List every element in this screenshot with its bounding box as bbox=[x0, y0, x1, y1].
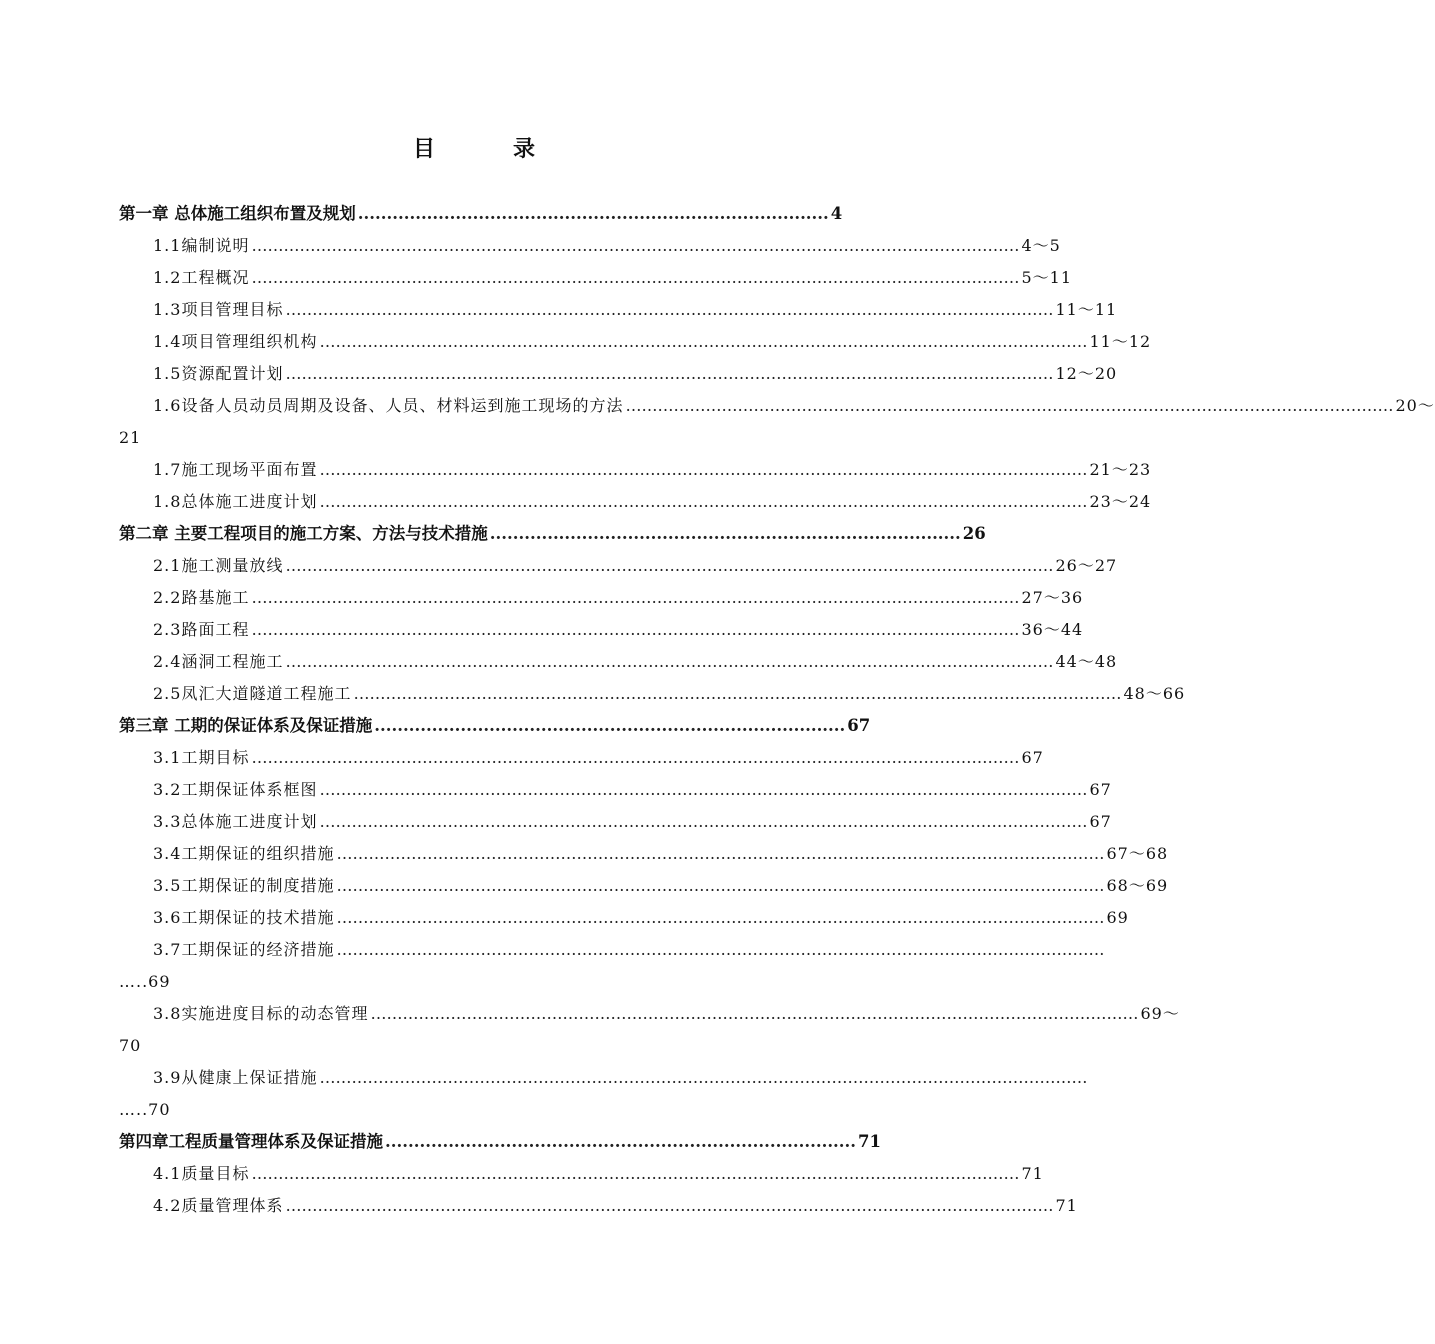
toc-entry-continuation: 70 bbox=[119, 1036, 142, 1055]
toc-leader-dots: ……………………………………………………………………………………………………………………………… bbox=[251, 588, 1020, 607]
toc-section-entry[interactable] bbox=[119, 326, 1152, 358]
toc-page-number: 12～20 bbox=[1055, 364, 1118, 383]
toc-entry-label: 4.2质量管理体系 bbox=[153, 1196, 284, 1215]
toc-entry-label: 2.5凤汇大道隧道工程施工 bbox=[153, 684, 352, 703]
toc-leader-dots: ……………………………………………………………………………………………………………………………… bbox=[336, 844, 1105, 863]
toc-section-entry[interactable] bbox=[119, 870, 1169, 902]
toc-entry-continuation: …..69 bbox=[119, 972, 171, 991]
toc-section-entry[interactable] bbox=[119, 742, 1044, 774]
toc-page-number: 67 bbox=[1089, 812, 1112, 831]
toc-page-number: 67～68 bbox=[1106, 844, 1169, 863]
toc-leader-dots: ……………………………………………………………………………………………………………………………… bbox=[251, 1164, 1020, 1183]
toc-chapter-entry[interactable] bbox=[119, 710, 871, 742]
toc-section-entry[interactable] bbox=[119, 294, 1118, 326]
toc-section-entry[interactable] bbox=[119, 454, 1152, 486]
table-of-contents bbox=[119, 198, 1435, 1222]
toc-entry-label: 2.4涵洞工程施工 bbox=[153, 652, 284, 671]
toc-page-number: 71 bbox=[1021, 1164, 1044, 1183]
toc-page-number: 4 bbox=[830, 204, 843, 223]
toc-leader-dots: ……………………………………………………………………………………………………………………………… bbox=[285, 652, 1054, 671]
toc-entry-continuation: …..70 bbox=[119, 1100, 171, 1119]
toc-page-number: 5～11 bbox=[1021, 268, 1072, 287]
toc-section-entry[interactable] bbox=[119, 1062, 1088, 1094]
toc-page-number: 48～66 bbox=[1123, 684, 1186, 703]
toc-leader-dots: ……………………………………………………………………………………………………………………………… bbox=[251, 268, 1020, 287]
toc-section-entry[interactable] bbox=[119, 934, 1105, 966]
toc-section-entry[interactable] bbox=[119, 774, 1112, 806]
toc-page-number: 36～44 bbox=[1021, 620, 1084, 639]
toc-entry-label: 3.1工期目标 bbox=[153, 748, 250, 767]
toc-leader-dots: ……………………………………………………………………………………………………………………………… bbox=[285, 1196, 1054, 1215]
toc-page-number: 21～23 bbox=[1089, 460, 1152, 479]
toc-entry-label: 1.4项目管理组织机构 bbox=[153, 332, 318, 351]
toc-chapter-entry[interactable] bbox=[119, 518, 986, 550]
toc-section-entry[interactable] bbox=[119, 902, 1129, 934]
toc-leader-dots: ……………………………………………………………………………………………………………………………… bbox=[251, 620, 1020, 639]
toc-section-entry[interactable] bbox=[119, 646, 1118, 678]
toc-leader-dots: ……………………………………………………………………………………………………………………………… bbox=[319, 780, 1088, 799]
toc-page-number: 71 bbox=[858, 1132, 882, 1151]
toc-leader-dots: .................................................................................. bbox=[489, 524, 961, 543]
toc-entry-label: 1.7施工现场平面布置 bbox=[153, 460, 318, 479]
toc-entry-label: 3.2工期保证体系框图 bbox=[153, 780, 318, 799]
toc-page-number: 68～69 bbox=[1106, 876, 1169, 895]
toc-page-number: 26～27 bbox=[1055, 556, 1118, 575]
toc-entry-label: 第四章工程质量管理体系及保证措施 bbox=[119, 1132, 383, 1151]
toc-entry-label: 1.2工程概况 bbox=[153, 268, 250, 287]
toc-chapter-entry[interactable] bbox=[119, 1126, 882, 1158]
toc-entry-label: 3.4工期保证的组织措施 bbox=[153, 844, 335, 863]
toc-page-number: 67 bbox=[1021, 748, 1044, 767]
toc-leader-dots: ……………………………………………………………………………………………………………………………… bbox=[285, 556, 1054, 575]
toc-page-number: 11～12 bbox=[1089, 332, 1152, 351]
toc-entry-label: 4.1质量目标 bbox=[153, 1164, 250, 1183]
toc-page-number: 69～ bbox=[1140, 1004, 1180, 1023]
toc-section-entry[interactable] bbox=[119, 678, 1186, 710]
toc-entry-label: 3.3总体施工进度计划 bbox=[153, 812, 318, 831]
toc-leader-dots: ……………………………………………………………………………………………………………………………… bbox=[336, 940, 1105, 959]
toc-page-number: 67 bbox=[1089, 780, 1112, 799]
toc-entry-continuation: 21 bbox=[119, 428, 142, 447]
toc-entry-label: 3.9从健康上保证措施 bbox=[153, 1068, 318, 1087]
toc-entry-label: 第二章 主要工程项目的施工方案、方法与技术措施 bbox=[119, 524, 488, 543]
toc-section-entry[interactable] bbox=[119, 230, 1061, 262]
title-char-right: 录 bbox=[513, 136, 538, 162]
toc-entry-label: 1.8总体施工进度计划 bbox=[153, 492, 318, 511]
toc-entry-label: 第三章 工期的保证体系及保证措施 bbox=[119, 716, 373, 735]
toc-leader-dots: ……………………………………………………………………………………………………………………………… bbox=[319, 332, 1088, 351]
toc-section-entry[interactable] bbox=[119, 262, 1072, 294]
toc-leader-dots: ……………………………………………………………………………………………………………………………… bbox=[336, 908, 1105, 927]
toc-section-entry[interactable] bbox=[119, 806, 1112, 838]
toc-section-entry[interactable] bbox=[119, 486, 1152, 518]
toc-entry-label: 3.6工期保证的技术措施 bbox=[153, 908, 335, 927]
toc-leader-dots: ……………………………………………………………………………………………………………………………… bbox=[285, 364, 1054, 383]
toc-entry-label: 1.6设备人员动员周期及设备、人员、材料运到施工现场的方法 bbox=[153, 396, 624, 415]
toc-section-entry[interactable] bbox=[119, 550, 1118, 582]
toc-page-number: 20～ bbox=[1395, 396, 1435, 415]
toc-leader-dots: ……………………………………………………………………………………………………………………………… bbox=[336, 876, 1105, 895]
toc-entry-label: 3.8实施进度目标的动态管理 bbox=[153, 1004, 369, 1023]
toc-entry-label: 2.2路基施工 bbox=[153, 588, 250, 607]
toc-leader-dots: .................................................................................. bbox=[357, 204, 829, 223]
toc-section-entry[interactable] bbox=[119, 358, 1118, 390]
toc-section-entry[interactable] bbox=[119, 614, 1084, 646]
toc-page-number: 67 bbox=[847, 716, 871, 735]
toc-leader-dots: .................................................................................. bbox=[374, 716, 846, 735]
toc-leader-dots: ……………………………………………………………………………………………………………………………… bbox=[370, 1004, 1139, 1023]
toc-entry-label: 3.5工期保证的制度措施 bbox=[153, 876, 335, 895]
toc-leader-dots: ……………………………………………………………………………………………………………………………… bbox=[625, 396, 1394, 415]
toc-section-entry[interactable] bbox=[119, 582, 1084, 614]
toc-page-number: 71 bbox=[1055, 1196, 1078, 1215]
toc-entry-label: 1.5资源配置计划 bbox=[153, 364, 284, 383]
toc-entry-label: 1.1编制说明 bbox=[153, 236, 250, 255]
toc-chapter-entry[interactable] bbox=[119, 198, 843, 230]
toc-page-number: 26 bbox=[962, 524, 986, 543]
toc-page-number: 4～5 bbox=[1021, 236, 1061, 255]
toc-section-entry[interactable] bbox=[119, 838, 1169, 870]
toc-page-number: 27～36 bbox=[1021, 588, 1084, 607]
toc-page-number: 69 bbox=[1106, 908, 1129, 927]
toc-leader-dots: ……………………………………………………………………………………………………………………………… bbox=[319, 460, 1088, 479]
toc-entry-label: 1.3项目管理目标 bbox=[153, 300, 284, 319]
toc-section-entry[interactable] bbox=[119, 998, 1180, 1030]
toc-section-entry[interactable] bbox=[119, 1190, 1078, 1222]
toc-leader-dots: .................................................................................. bbox=[385, 1132, 857, 1151]
toc-section-entry[interactable] bbox=[119, 1158, 1044, 1190]
toc-entry-label: 2.3路面工程 bbox=[153, 620, 250, 639]
toc-leader-dots: ……………………………………………………………………………………………………………………………… bbox=[285, 300, 1054, 319]
toc-page-number: 44～48 bbox=[1055, 652, 1118, 671]
title-char-left: 目 bbox=[412, 136, 437, 162]
toc-entry-label: 2.1施工测量放线 bbox=[153, 556, 284, 575]
toc-page-number: 23～24 bbox=[1089, 492, 1152, 511]
toc-leader-dots: ……………………………………………………………………………………………………………………………… bbox=[251, 748, 1020, 767]
toc-page-number: 11～11 bbox=[1055, 300, 1118, 319]
toc-leader-dots: ……………………………………………………………………………………………………………………………… bbox=[251, 236, 1020, 255]
toc-leader-dots: ……………………………………………………………………………………………………………………………… bbox=[353, 684, 1122, 703]
toc-leader-dots: ……………………………………………………………………………………………………………………………… bbox=[319, 492, 1088, 511]
toc-leader-dots: ……………………………………………………………………………………………………………………………… bbox=[319, 1068, 1088, 1087]
toc-section-entry[interactable] bbox=[119, 390, 1435, 422]
toc-leader-dots: ……………………………………………………………………………………………………………………………… bbox=[319, 812, 1088, 831]
toc-entry-label: 3.7工期保证的经济措施 bbox=[153, 940, 335, 959]
page-title bbox=[0, 132, 950, 163]
toc-entry-label: 第一章 总体施工组织布置及规划 bbox=[119, 204, 356, 223]
